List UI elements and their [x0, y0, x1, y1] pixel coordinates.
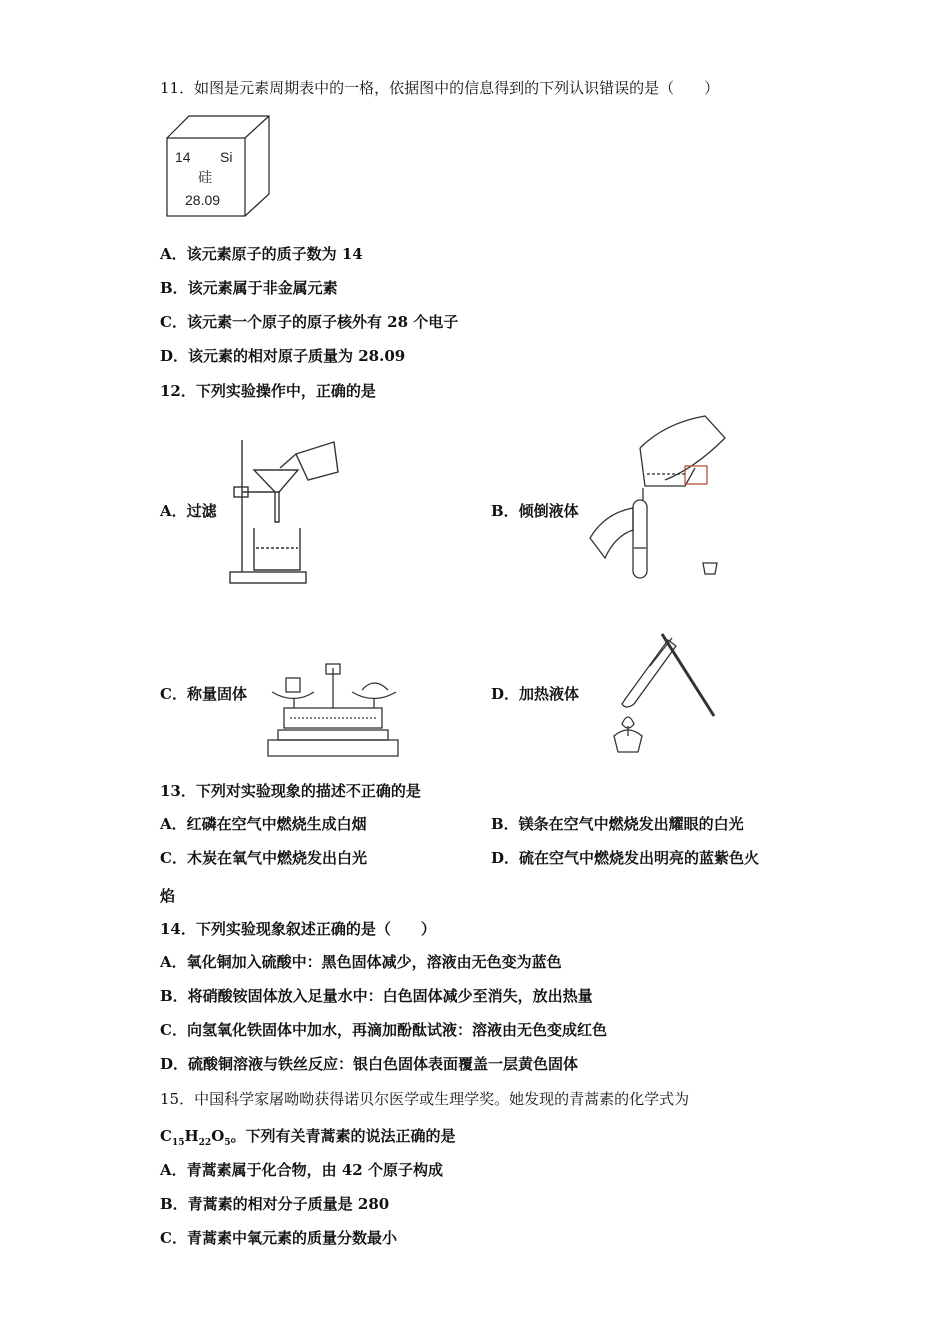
q13-stem: 13．下列对实验现象的描述不正确的是 — [160, 782, 421, 800]
q12-stem: 12．下列实验操作中，正确的是 — [160, 382, 376, 400]
formula-o: O — [211, 1127, 225, 1145]
formula-c-count: 15 — [171, 1138, 185, 1148]
q11-option-c: C．该元素一个原子的原子核外有 28 个电子 — [160, 313, 459, 331]
formula-o-count: 5 — [224, 1138, 231, 1148]
q11-option-a: A．该元素原子的质子数为 14 — [160, 245, 363, 263]
formula-c: C — [160, 1127, 172, 1145]
q14-option-b: B．将硝酸铵固体放入足量水中：白色固体减少至消失，放出热量 — [160, 987, 593, 1005]
q11-stem: 11．如图是元素周期表中的一格，依据图中的信息得到的下列认识错误的是（ ） — [160, 79, 720, 97]
q12-option-d: D．加热液体 — [491, 685, 580, 703]
q12-option-b: B．倾倒液体 — [491, 502, 579, 520]
pouring-liquid-figure — [585, 408, 730, 588]
q13-option-b: B．镁条在空气中燃烧发出耀眼的白光 — [491, 815, 744, 833]
q15-formula-line — [160, 1126, 456, 1153]
q15-option-c: C．青蒿素中氧元素的质量分数最小 — [160, 1229, 397, 1247]
q15-option-a: A．青蒿素属于化合物，由 42 个原子构成 — [160, 1161, 443, 1179]
q11-option-b: B．该元素属于非金属元素 — [160, 279, 338, 297]
q14-option-c: C．向氢氧化铁固体中加水，再滴加酚酞试液：溶液由无色变成红色 — [160, 1021, 607, 1039]
filtration-apparatus-figure — [222, 432, 347, 587]
heating-liquid-figure — [588, 628, 723, 763]
q13-option-c: C．木炭在氧气中燃烧发出白光 — [160, 849, 367, 867]
q11-option-d: D．该元素的相对原子质量为 28.09 — [160, 347, 406, 365]
element-mass: 28.09 — [185, 192, 221, 208]
q14-option-d: D．硫酸铜溶液与铁丝反应：银白色固体表面覆盖一层黄色固体 — [160, 1055, 579, 1073]
formula-h: H — [184, 1127, 199, 1145]
element-number: 14 — [175, 149, 191, 165]
formula-h-count: 22 — [198, 1138, 212, 1148]
q12-option-c: C．称量固体 — [160, 685, 247, 703]
q13-option-a: A．红磷在空气中燃烧生成白烟 — [160, 815, 367, 833]
element-cell-figure — [160, 112, 276, 220]
element-name: 硅 — [198, 170, 212, 186]
q14-option-a: A．氧化铜加入硫酸中：黑色固体减少，溶液由无色变为蓝色 — [160, 953, 562, 971]
q13-option-d: D．硫在空气中燃烧发出明亮的蓝紫色火 — [491, 849, 760, 867]
q12-option-a: A．过滤 — [160, 502, 217, 520]
q15-option-b: B．青蒿素的相对分子质量是 280 — [160, 1195, 390, 1213]
q14-stem: 14．下列实验现象叙述正确的是（ ） — [160, 920, 436, 938]
element-symbol: Si — [220, 149, 233, 165]
q15-stem-tail: 。下列有关青蒿素的说法正确的是 — [230, 1127, 456, 1145]
q13-option-d-wrap: 焰 — [160, 887, 176, 905]
q15-stem: 15．中国科学家屠呦呦获得诺贝尔医学或生理学奖。她发现的青蒿素的化学式为 — [160, 1090, 690, 1108]
weighing-balance-figure — [264, 660, 402, 760]
